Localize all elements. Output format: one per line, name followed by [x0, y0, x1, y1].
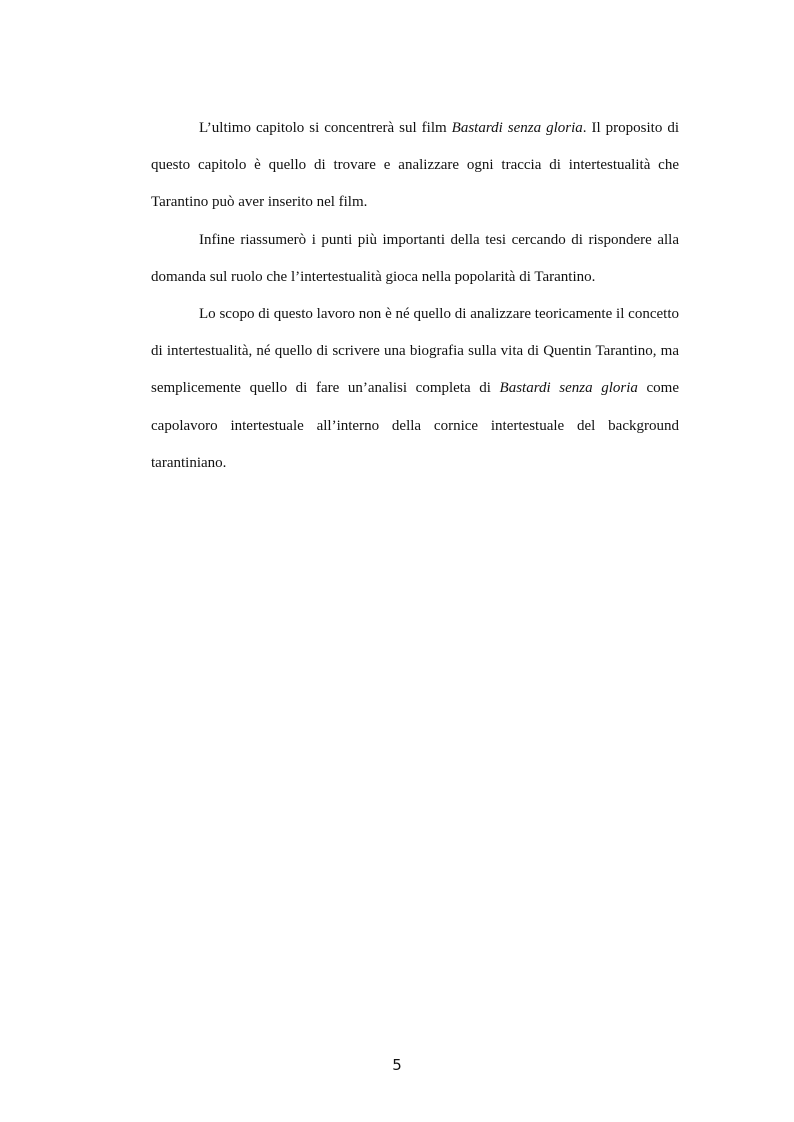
paragraph-3	[151, 296, 679, 482]
paragraph-1-text: L’ultimo capitolo si concentrerà sul film	[199, 120, 452, 136]
film-title: Bastardi senza gloria	[499, 380, 638, 397]
page-number: 5	[392, 1056, 402, 1074]
paragraph-1	[151, 110, 679, 222]
paragraph-2	[151, 222, 679, 296]
paragraph-3-text: Lo scopo di questo lavoro non è né quello di analizzare teoricamente il concetto di intertestualità, né quello di scrivere una biografia sulla vita di Quentin Tarantino, ma semplicemente quello di fare un’analisi completa di	[151, 306, 679, 397]
paragraph-3-text-cont: come capolavoro intertestuale all’interno della cornice intertestuale del background tarantiniano.	[151, 380, 680, 471]
paragraph-1-text-cont: . Il proposito di questo capitolo è quello di trovare e analizzare ogni traccia di intertestualità che Tarantino può aver inserito nel film.	[151, 120, 679, 211]
paragraph-2-text: Infine riassumerò i punti più importanti della tesi cercando di rispondere alla domanda sul ruolo che l’intertestualità gioca nella popolarità di Tarantino.	[151, 231, 679, 285]
body-text	[151, 110, 679, 482]
film-title: Bastardi senza gloria	[451, 120, 583, 136]
